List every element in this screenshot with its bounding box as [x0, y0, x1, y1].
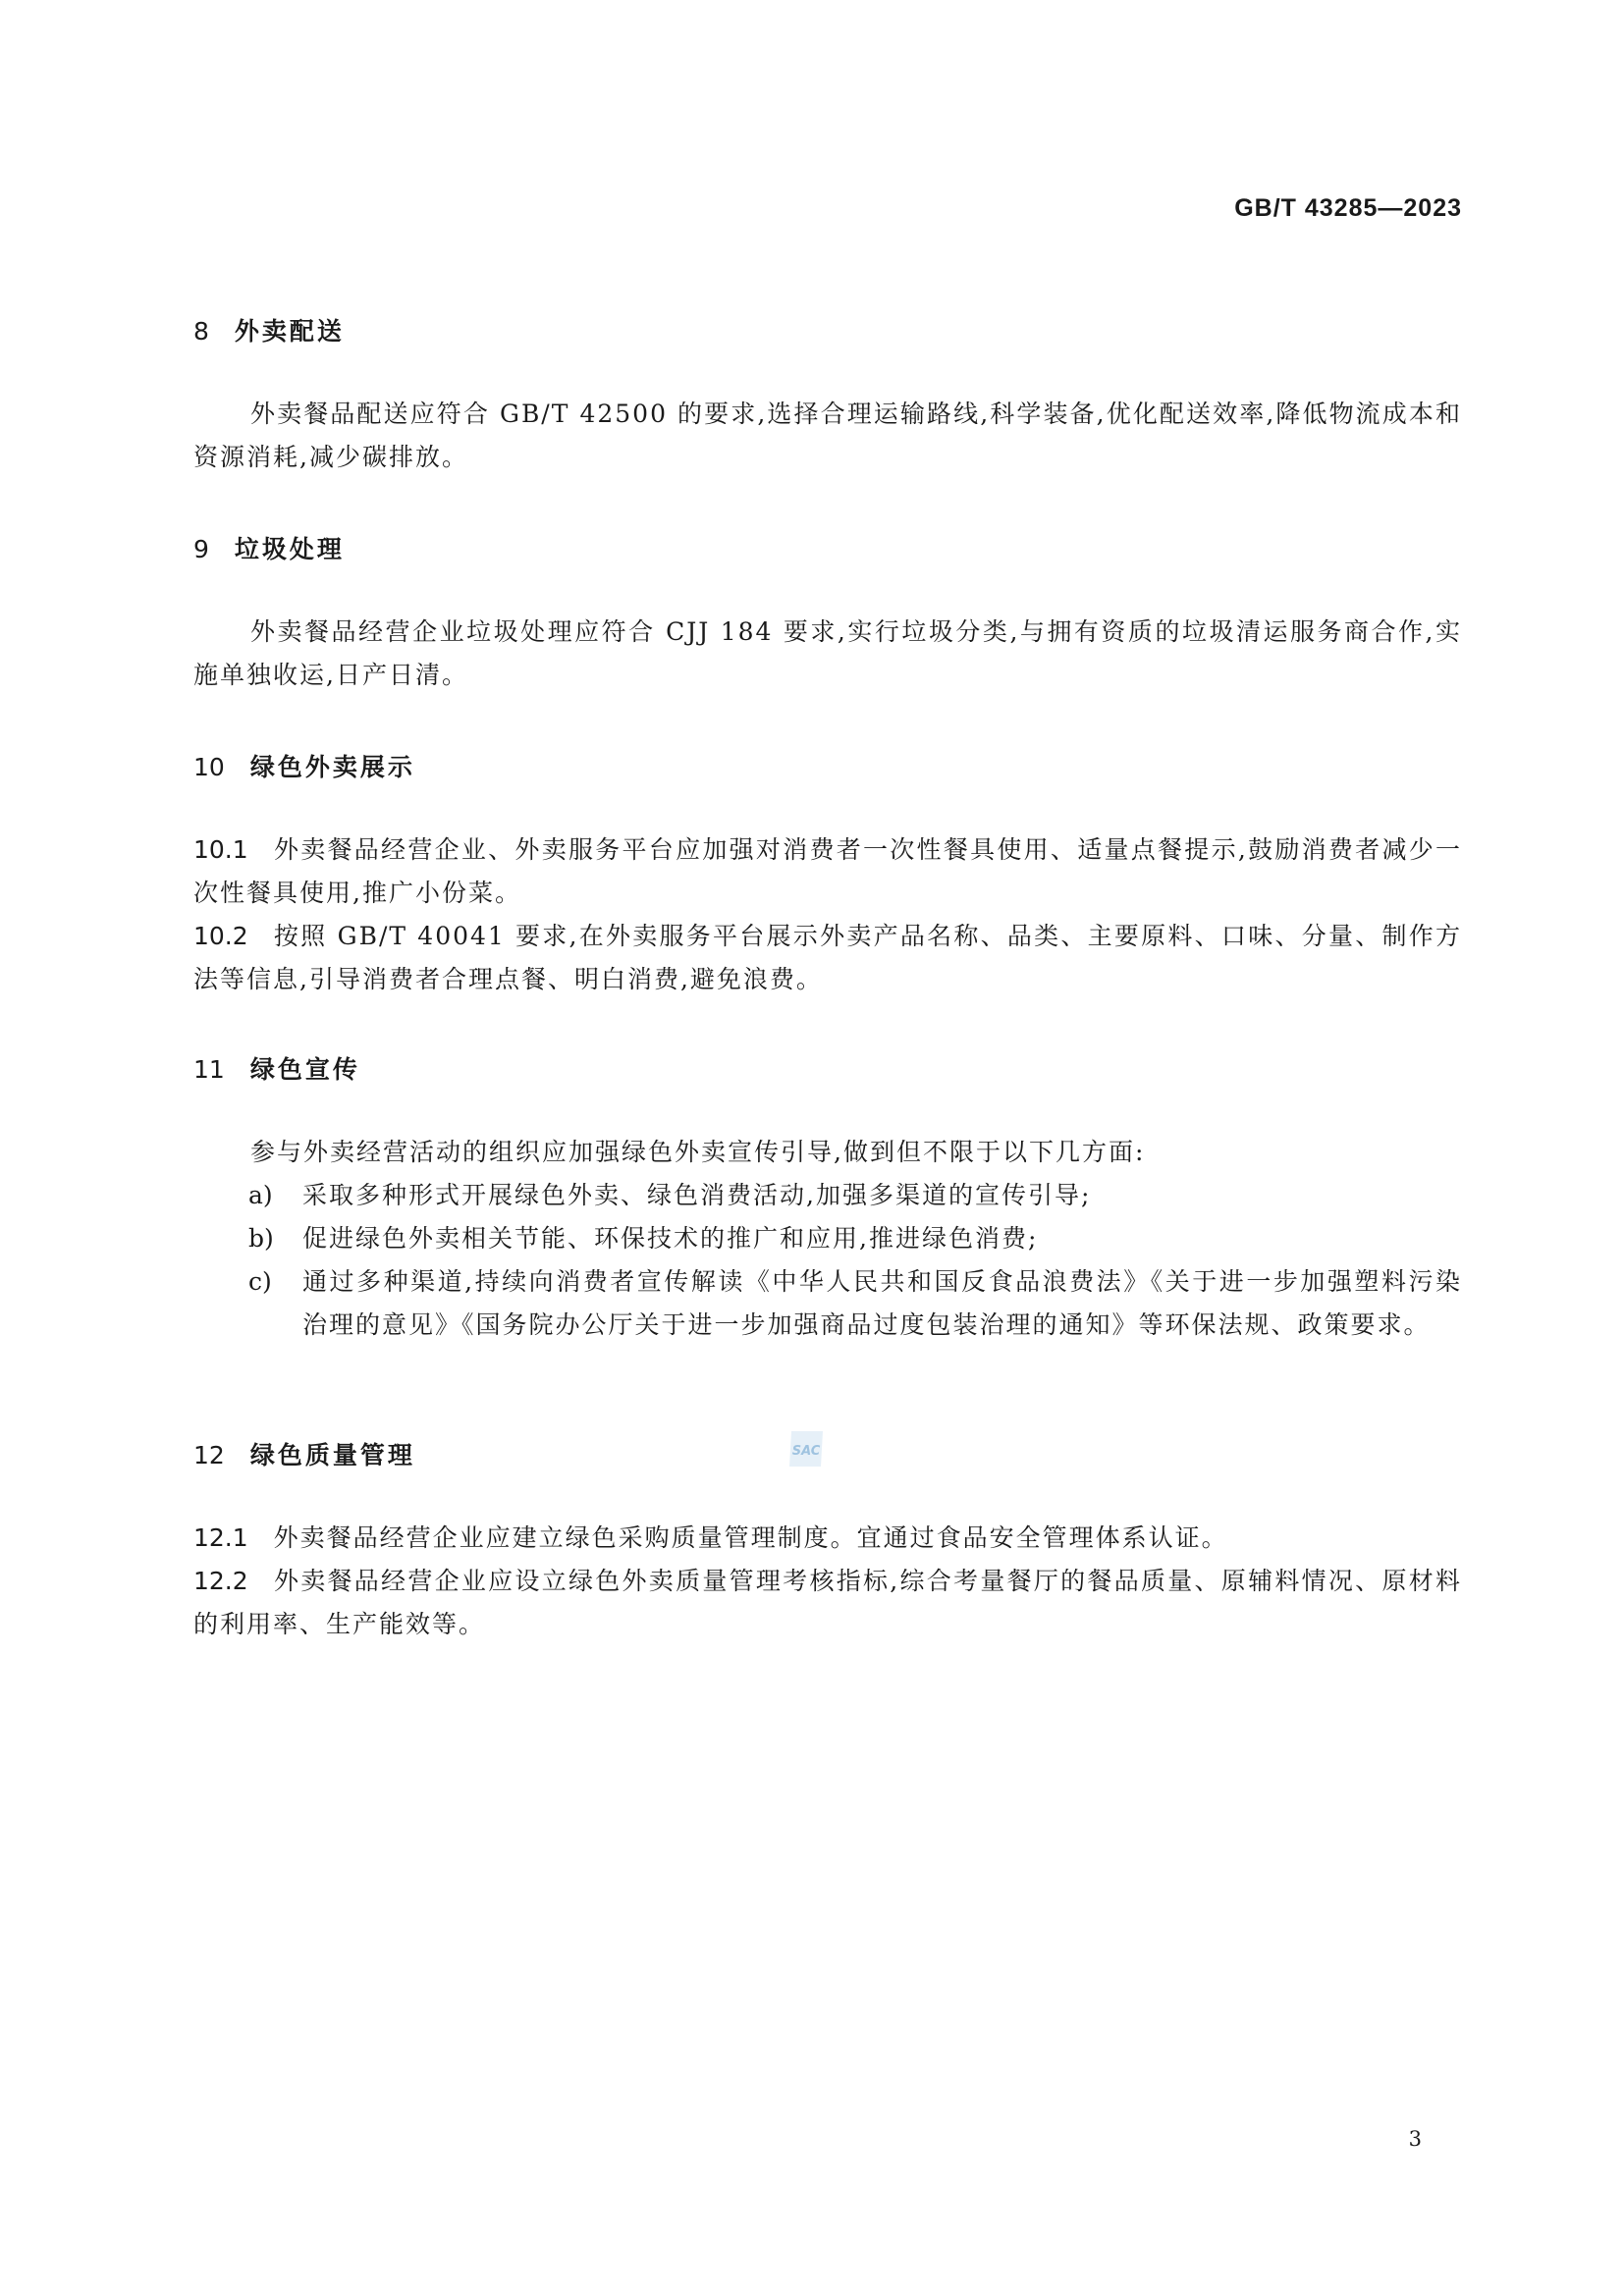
list-item-text: 促进绿色外卖相关节能、环保技术的推广和应用,推进绿色消费;	[302, 1224, 1039, 1253]
section-heading-11	[193, 1050, 360, 1086]
section-title: 绿色质量管理	[249, 1441, 415, 1469]
clause-number: 10.2	[193, 922, 248, 950]
section-9-paragraph: 外卖餐品经营企业垃圾处理应符合 CJJ 184 要求,实行垃圾分类,与拥有资质的垃圾清运服务商合作,实施单独收运,日产日清。	[193, 617, 1462, 689]
standard-code: GB/T 43285—2023	[1234, 194, 1462, 222]
list-item-a	[248, 1174, 1462, 1217]
list-marker: c)	[248, 1267, 272, 1296]
clause-number: 10.1	[193, 835, 248, 864]
section-heading-10	[193, 748, 415, 783]
clause-10-2	[193, 915, 1462, 1001]
section-heading-8	[193, 312, 345, 347]
list-marker: b)	[248, 1224, 274, 1253]
list-item-text: 采取多种形式开展绿色外卖、绿色消费活动,加强多渠道的宣传引导;	[302, 1181, 1092, 1209]
page-number: 3	[1408, 2127, 1422, 2151]
clause-text: 按照 GB/T 40041 要求,在外卖服务平台展示外卖产品名称、品类、主要原料、口味、分量、制作方法等信息,引导消费者合理点餐、明白消费,避免浪费。	[193, 922, 1462, 993]
sac-logo-icon	[785, 1429, 827, 1468]
section-number: 8	[193, 317, 209, 346]
clause-text: 外卖餐品经营企业应建立绿色采购质量管理制度。宜通过食品安全管理体系认证。	[273, 1523, 1228, 1552]
section-title: 绿色外卖展示	[249, 753, 415, 781]
clause-12-2	[193, 1560, 1462, 1646]
section-8-paragraph: 外卖餐品配送应符合 GB/T 42500 的要求,选择合理运输路线,科学装备,优化配送效率,降低物流成本和资源消耗,减少碳排放。	[193, 400, 1462, 471]
section-number: 9	[193, 535, 209, 563]
section-11-intro: 参与外卖经营活动的组织应加强绿色外卖宣传引导,做到但不限于以下几方面:	[250, 1138, 1146, 1166]
section-title: 垃圾处理	[234, 535, 345, 563]
watermark-text: SAC	[791, 1444, 821, 1459]
clause-12-1	[193, 1517, 1462, 1560]
clause-text: 外卖餐品经营企业应设立绿色外卖质量管理考核指标,综合考量餐厅的餐品质量、原辅料情况、原材料的利用率、生产能效等。	[193, 1567, 1462, 1638]
section-title: 绿色宣传	[249, 1055, 360, 1084]
section-number: 11	[193, 1055, 225, 1084]
section-heading-9	[193, 530, 345, 565]
list-marker: a)	[248, 1181, 273, 1209]
list-item-text: 通过多种渠道,持续向消费者宣传解读《中华人民共和国反食品浪费法》《关于进一步加强塑料污染治理的意见》《国务院办公厅关于进一步加强商品过度包装治理的通知》等环保法规、政策要求。	[302, 1267, 1462, 1339]
list-item-b	[248, 1217, 1462, 1260]
section-title: 外卖配送	[234, 317, 345, 346]
clause-10-1	[193, 828, 1462, 915]
section-number: 10	[193, 753, 225, 781]
section-heading-12	[193, 1436, 415, 1471]
clause-number: 12.2	[193, 1567, 248, 1595]
sac-watermark-logo	[785, 1429, 827, 1468]
clause-text: 外卖餐品经营企业、外卖服务平台应加强对消费者一次性餐具使用、适量点餐提示,鼓励消费者减少一次性餐具使用,推广小份菜。	[193, 835, 1462, 907]
clause-number: 12.1	[193, 1523, 248, 1552]
section-number: 12	[193, 1441, 225, 1469]
list-item-c	[248, 1260, 1462, 1347]
